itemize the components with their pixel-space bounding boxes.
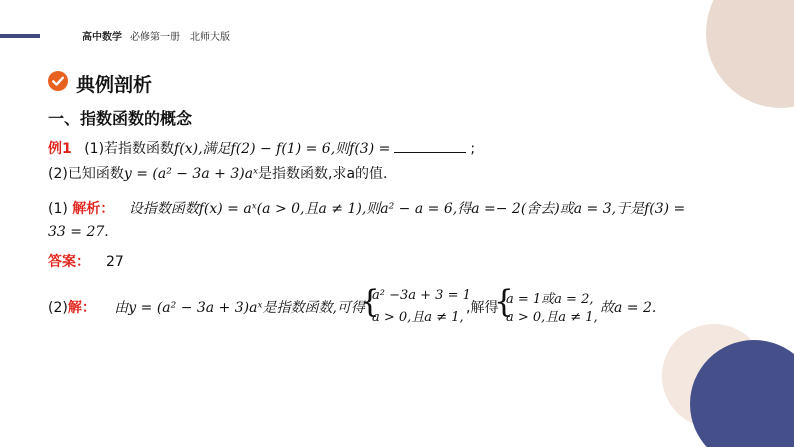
system1-brace: { (360, 284, 380, 320)
solution2-text-after: 故a = 2. (600, 300, 657, 316)
example-label: 例1 (48, 141, 72, 157)
example-part1-prefix: (1)若指数函数 (84, 141, 175, 157)
header-subject: 高中数学 (82, 32, 122, 43)
system2-bottom: a > 0,且a ≠ 1, (506, 310, 598, 325)
example-part1-condition: ,满足f(2) − f(1) = 6,则f(3) = (198, 141, 391, 157)
system1-bottom: a > 0,且a ≠ 1, (372, 310, 464, 325)
example-part1-func: f(x) (174, 141, 199, 157)
solution2-prefix: (2) (48, 300, 68, 316)
header-rule (0, 34, 40, 38)
solution2-mid: ,解得 (466, 300, 499, 316)
solution2-line (48, 297, 365, 317)
answer-label: 答案： (48, 254, 90, 270)
example-part2-func: y = (a² − 3a + 3)aˣ (123, 166, 259, 182)
solution1-line1 (48, 198, 685, 218)
system2-brace: { (494, 284, 514, 320)
header-breadcrumb (82, 28, 230, 43)
example-part1 (48, 138, 475, 158)
section-title: 典例剖析 (76, 74, 153, 96)
solution1-line2: 33 = 27. (48, 224, 109, 240)
header-edition: 北师大版 (190, 32, 230, 43)
decorative-circle-top-right (706, 0, 794, 108)
solution1-label: 解析： (72, 201, 115, 217)
example-part2-prefix: (2)已知函数 (48, 166, 124, 182)
example-part1-end: ; (470, 141, 476, 157)
solution1-prefix: (1) (48, 201, 73, 217)
example-part2-rest: 是指数函数,求a的值. (258, 166, 388, 182)
answer-line (48, 251, 124, 271)
header-book: 必修第一册 (130, 32, 180, 43)
solution2-label: 解： (67, 300, 96, 316)
system1-top: a² −3a + 3 = 1 (372, 288, 471, 303)
checkmark-icon (48, 71, 68, 91)
system2-top: a = 1或a = 2, (506, 292, 594, 307)
answer-value: 27 (106, 254, 124, 270)
solution2-text-before: 由y = (a² − 3a + 3)aˣ是指数函数,可得 (114, 300, 365, 316)
solution1-text: 设指数函数f(x) = aˣ(a > 0,且a ≠ 1),则a² − a = 6,得a =− 2(舍去)或a = 3,于是f(3) = (128, 201, 686, 217)
answer-blank (394, 141, 466, 153)
subsection-title: 一、指数函数的概念 (48, 109, 193, 128)
example-part2 (48, 163, 388, 183)
